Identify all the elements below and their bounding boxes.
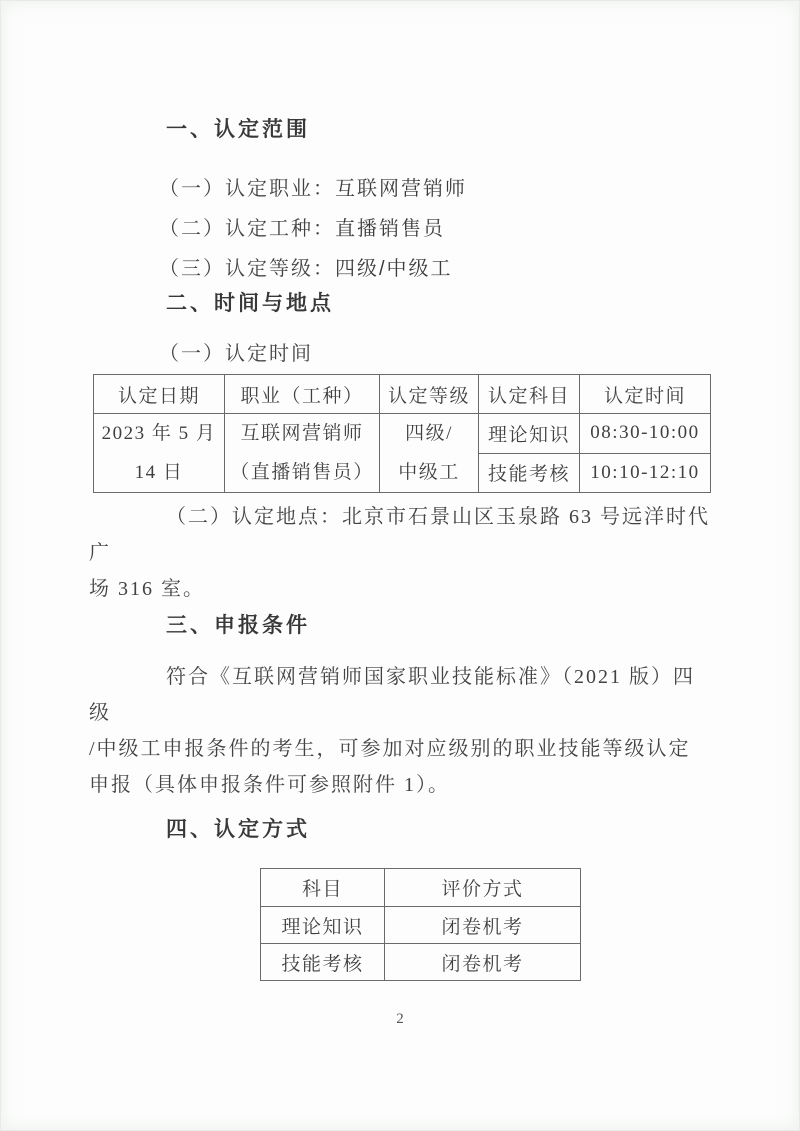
item-label: （二）认定工种： bbox=[159, 218, 335, 240]
method-table bbox=[260, 868, 581, 981]
list-item bbox=[159, 169, 711, 209]
section1-heading: 一、认定范围 bbox=[166, 118, 310, 141]
schedule-time-cell: 10:10-12:10 bbox=[580, 453, 711, 493]
method-method-cell: 闭卷机考 bbox=[385, 944, 581, 981]
date-line2: 14 日 bbox=[134, 462, 184, 483]
level-line1: 四级/ bbox=[405, 423, 453, 444]
schedule-row bbox=[94, 414, 711, 454]
document-content bbox=[89, 1, 711, 981]
section4-heading: 四、认定方式 bbox=[166, 818, 310, 841]
method-row bbox=[261, 907, 581, 944]
method-subject-cell: 理论知识 bbox=[261, 907, 385, 944]
address-line2: 场 316 室。 bbox=[89, 578, 205, 600]
item-label: （三）认定等级： bbox=[159, 258, 335, 280]
item-value: 直播销售员 bbox=[335, 218, 445, 240]
list-item bbox=[159, 249, 711, 289]
list-item bbox=[159, 209, 711, 249]
section3-heading: 三、申报条件 bbox=[166, 614, 310, 637]
page-number: 2 bbox=[396, 1011, 404, 1027]
item-value: 互联网营销师 bbox=[335, 178, 467, 200]
schedule-header-subject: 认定科目 bbox=[479, 375, 580, 414]
level-line2: 中级工 bbox=[398, 462, 460, 483]
schedule-subject-cell: 技能考核 bbox=[479, 453, 580, 493]
schedule-date-cell bbox=[94, 414, 225, 493]
section2-heading: 二、时间与地点 bbox=[166, 292, 334, 315]
method-header-method: 评价方式 bbox=[385, 869, 581, 907]
schedule-header-row bbox=[94, 375, 711, 414]
date-line1: 2023 年 5 月 bbox=[101, 423, 217, 444]
schedule-header-level: 认定等级 bbox=[380, 375, 479, 414]
method-subject-cell: 技能考核 bbox=[261, 944, 385, 981]
schedule-header-time: 认定时间 bbox=[580, 375, 711, 414]
paragraph-line1: 符合《互联网营销师国家职业技能标准》（2021 版）四级 bbox=[89, 666, 695, 724]
schedule-subject-cell: 理论知识 bbox=[479, 414, 580, 454]
occupation-line1: 互联网营销师 bbox=[240, 423, 364, 444]
method-header-row bbox=[261, 869, 581, 907]
schedule-table bbox=[93, 374, 711, 493]
schedule-header-occupation: 职业（工种） bbox=[225, 375, 380, 414]
method-row bbox=[261, 944, 581, 981]
paragraph-line2: /中级工申报条件的考生，可参加对应级别的职业技能等级认定 bbox=[89, 738, 691, 760]
section2-sub2-address bbox=[89, 499, 711, 607]
method-header-subject: 科目 bbox=[261, 869, 385, 907]
schedule-occupation-cell bbox=[225, 414, 380, 493]
occupation-line2: （直播销售员） bbox=[230, 462, 374, 483]
method-method-cell: 闭卷机考 bbox=[385, 907, 581, 944]
schedule-time-cell: 08:30-10:00 bbox=[580, 414, 711, 454]
address-line1: （二）认定地点：北京市石景山区玉泉路 63 号远洋时代广 bbox=[89, 506, 710, 564]
schedule-header-date: 认定日期 bbox=[94, 375, 225, 414]
item-value: 四级/中级工 bbox=[335, 258, 453, 280]
section2-sub1-label: （一）认定时间 bbox=[159, 343, 313, 365]
section1-items bbox=[159, 169, 711, 289]
paragraph-line3: 申报（具体申报条件可参照附件 1）。 bbox=[89, 774, 450, 796]
item-label: （一）认定职业： bbox=[159, 178, 335, 200]
schedule-level-cell bbox=[380, 414, 479, 493]
section3-paragraph bbox=[89, 659, 711, 803]
